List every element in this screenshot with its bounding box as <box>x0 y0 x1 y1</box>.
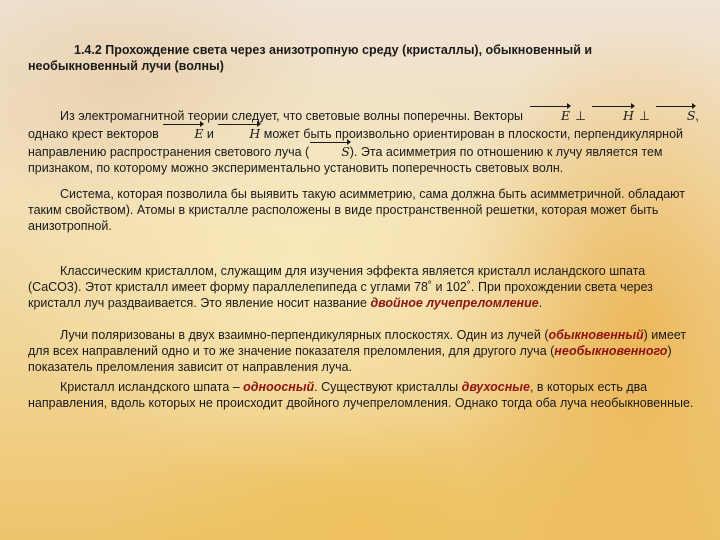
p1-text-3: может быть произвольно ориентирован в плоскости, перпендикулярной направлению распространения светового луча ( <box>28 127 684 159</box>
paragraph-asymmetry: Система, которая позволила бы выявить такую асимметрию, сама должна быть асимметричной. обладают таким свойством). Атомы в кристалле расположены в виде пространственной решетки, которая может быть анизотропной. <box>28 187 685 233</box>
p5-text-2: . Существуют кристаллы <box>314 380 462 394</box>
vectors-e-h-s <box>529 109 699 123</box>
vector-e: E <box>162 124 203 142</box>
p4-text-1: Лучи поляризованы в двух взаимно-перпендикулярных плоскостях. Один из лучей ( <box>60 328 549 342</box>
term-ordinary: обыкновенный <box>548 328 644 342</box>
p3-text-2: . <box>538 296 543 310</box>
perp-symbol: ⊥ <box>575 108 587 123</box>
p1-text-4: ). Эта асимметрия по отношению к лучу является тем признаком, по которому можно экспериментально установить поперечность световых волн. <box>28 145 663 175</box>
p1-text-2: однако крест векторов <box>28 127 159 141</box>
paragraph-polarization <box>28 327 702 375</box>
term-uniaxial: одноосный <box>243 380 315 394</box>
section-title: 1.4.2 Прохождение света через анизотропную среду (кристаллы), обыкновенный и необыкновенный лучи (волны) <box>28 43 593 73</box>
p5-text-3: , в которых есть два направления, вдоль которых не происходит двойного лучепреломления. Однако тогда оба луча необыкновенные. <box>28 380 694 410</box>
p4-text-2: ) имеет для всех направлений одно и то же значение показателя преломления, для другого луча ( <box>28 328 687 358</box>
vector-h: H <box>591 106 634 124</box>
paragraph-uniaxial-biaxial <box>28 379 702 411</box>
term-extraordinary: необыкновенного <box>554 344 668 358</box>
comma: , <box>695 109 699 123</box>
perp-symbol: ⊥ <box>638 108 650 123</box>
and-word: и <box>206 127 214 141</box>
term-biaxial: двухосные <box>461 380 530 394</box>
p1-text-1: Из электромагнитной теории следует, что световые волны поперечны. Векторы <box>60 109 524 123</box>
paragraph-transverse-waves <box>28 106 702 176</box>
p5-text-1: Кристалл исландского шпата – <box>60 380 244 394</box>
p4-text-3: ) показатель преломления зависит от направления луча. <box>28 344 672 374</box>
vector-e: E <box>529 106 570 124</box>
term-double-refraction: двойное лучепреломление <box>370 296 539 310</box>
vector-h: H <box>217 124 260 142</box>
vector-s: S <box>655 106 696 124</box>
paragraph-iceland-spar <box>28 263 702 311</box>
p3-text-1: Классическим кристаллом, служащим для изучения эффекта является кристалл исландского шпата (CaCO3). Этот кристалл имеет форму параллелепипеда с углами 78˚ и 102˚. При прохождении света через кристалл луч раздваивается. Это явление носит название <box>28 264 653 310</box>
vector-s: S <box>309 142 350 160</box>
